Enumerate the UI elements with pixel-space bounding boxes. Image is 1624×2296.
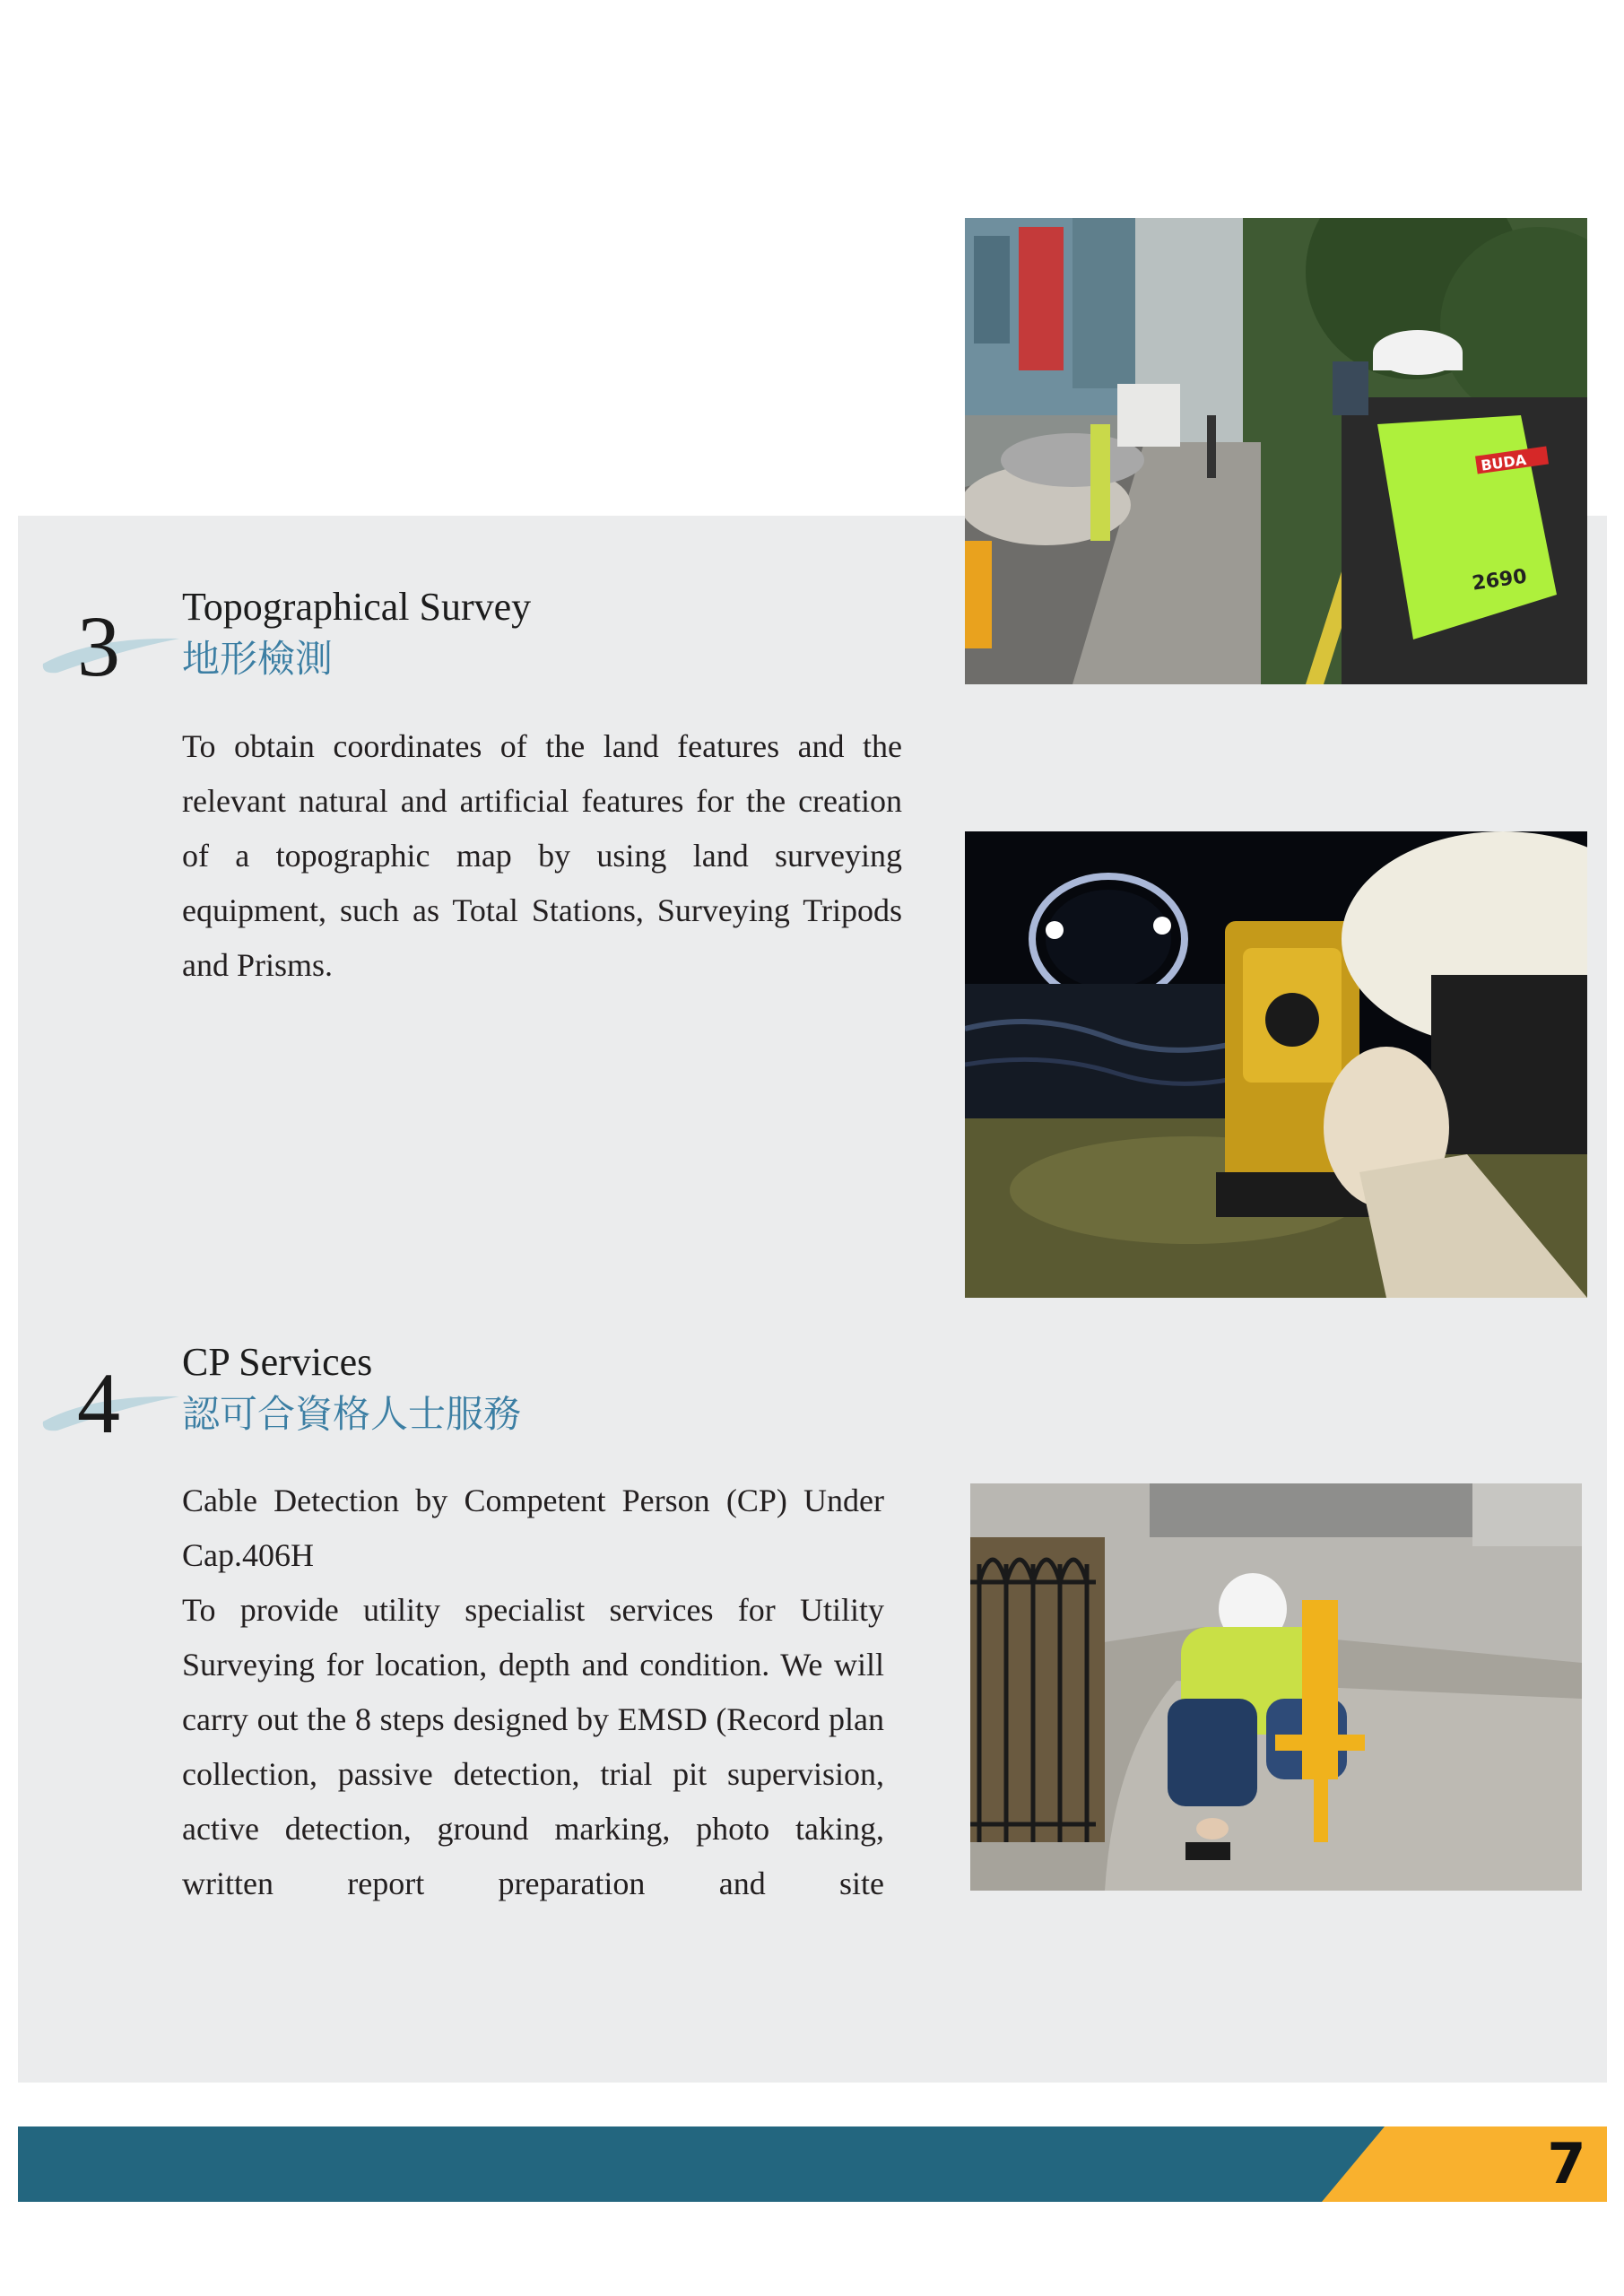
page-number: 7 bbox=[1547, 2131, 1586, 2196]
vest-number-text: 2690 bbox=[1471, 565, 1529, 596]
vest-logo-text: BUDA bbox=[1480, 450, 1528, 474]
tunnel-survey-illustration bbox=[965, 831, 1587, 1298]
section-3-number: 3 bbox=[77, 598, 120, 694]
section-4-number: 4 bbox=[77, 1355, 120, 1451]
cable-detection-illustration bbox=[970, 1483, 1582, 1891]
cable-detection-photo bbox=[970, 1483, 1582, 1891]
section-3-title: Topographical Survey bbox=[182, 585, 532, 629]
section-4-paragraph-cp: Cable Detection by Competent Person (CP) Under Cap.406H bbox=[182, 1483, 884, 1573]
section-4-title: CP Services bbox=[182, 1340, 373, 1384]
section-4-paragraph-services: To provide utility specialist services for Utility Surveying for location, depth and condition. We will carry out the 8 steps designed by EMSD (Record plan collection, passive detection, trial pit supervision, active detection, ground marking, photo taking, written report preparation and site bbox=[182, 1592, 884, 1901]
section-3-paragraph: To obtain coordinates of the land features and the relevant natural and artificial features for the creation of a topographic map by using land surveying equipment, such as Total Stations, Surveying Tripods and Prisms. bbox=[182, 728, 902, 983]
tunnel-survey-photo bbox=[965, 831, 1587, 1298]
section-4-title-chinese: 認可合資格人士服務 bbox=[182, 1392, 522, 1436]
topographic-survey-street-photo bbox=[965, 218, 1587, 684]
street-survey-illustration bbox=[965, 218, 1587, 684]
section-3-title-chinese: 地形檢測 bbox=[182, 637, 334, 681]
section-4-description bbox=[182, 1474, 884, 1911]
section-3-description bbox=[182, 719, 902, 993]
